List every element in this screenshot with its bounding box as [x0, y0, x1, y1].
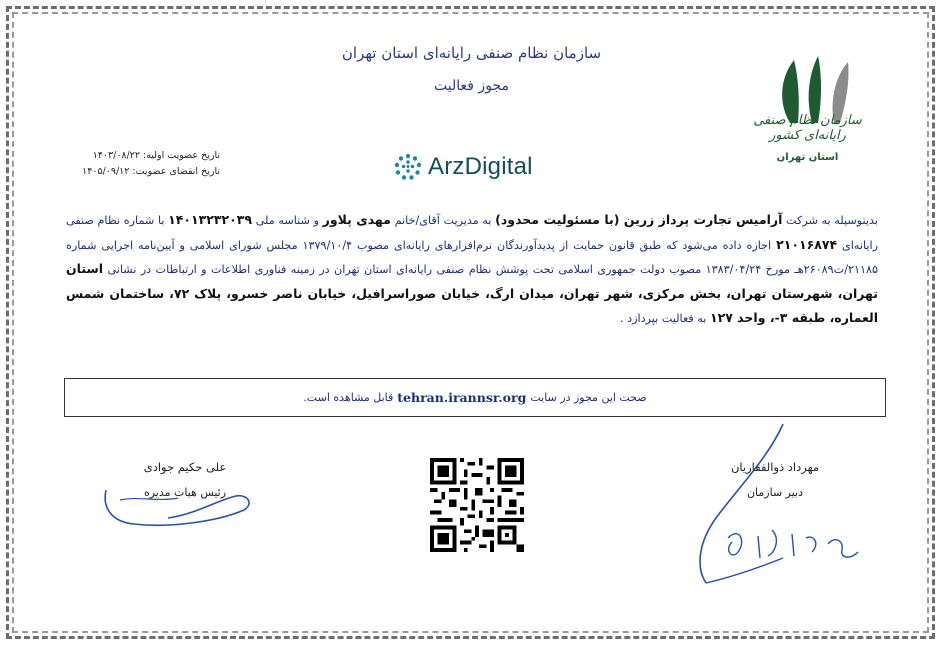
- body-national-id-label: و شناسه ملی: [255, 214, 319, 227]
- right-signer-name: مهرداد ذوالفقاریان: [730, 460, 820, 474]
- verify-site-link[interactable]: tehran.irannsr.org: [397, 390, 527, 405]
- manager-name: مهدی پلاور: [322, 212, 391, 227]
- body-manager-label: به مدیریت آقای/خانم: [394, 214, 492, 227]
- expiry-date: [70, 164, 220, 180]
- arzdigital-wordmark: ArzDigital: [428, 153, 533, 180]
- verification-qr-code[interactable]: [430, 458, 524, 552]
- verify-suffix: قابل مشاهده است.: [303, 391, 394, 404]
- business-address: استان تهران، شهرستان تهران، بخش مرکزی، شهر تهران، میدان ارگ، خیابان صوراسرافیل، خیابان ناصر خسرو، پلاک ۷۲، ساختمان شمس العماره، طبقه ۳-، واحد ۱۲۷: [66, 261, 878, 325]
- logo-region: استان تهران: [776, 152, 839, 163]
- left-signer-role: رئیس هیات مدیره: [143, 486, 227, 499]
- verification-box: [64, 378, 886, 417]
- right-signer-role: دبیر سازمان: [746, 486, 804, 499]
- arzdigital-brand: [393, 150, 533, 184]
- right-signature-icon: [688, 418, 868, 588]
- expiry-label: تاریخ انقضای عضویت:: [132, 166, 220, 177]
- national-id: ۱۴۰۱۳۲۳۲۰۳۹: [168, 212, 253, 227]
- logo-caption: سازمان نظام صنفی رایانه‌ای کشور: [753, 113, 862, 143]
- body-intro: بدینوسیله به شرکت: [786, 214, 879, 227]
- company-name: آرامیس تجارت پرداز زرین (با مسئولیت محدود): [495, 212, 783, 227]
- left-signer-name: علی حکیم جوادی: [143, 460, 227, 474]
- first-membership-value: ۱۴۰۳/۰۸/۲۲: [92, 150, 140, 161]
- certificate-body: [66, 208, 878, 331]
- expiry-value: ۱۴۰۵/۰۹/۱۲: [82, 166, 130, 177]
- body-closing: به فعالیت بپردازد .: [619, 312, 707, 325]
- body-legal-text: اجازه داده می‌شود که طبق قانون حمایت از پدیدآورندگان نرم‌افزارهای رایانه‌ای مصوب ۱۳۷۹/۱۰/۴ مجلس شورای اسلامی و آیین‌نامه اجرایی شماره ۲۱۱۸۵/ت۲۶۰۸۹هـ مورخ ۱۳۸۳/۰۴/۲۴ مصوب دولت جمهوری اسلامی تحت پوشش نظام صنفی رایانه‌ای استان تهران در زمینه فناوری اطلاعات و ارتباطات در نشانی: [66, 238, 879, 276]
- body-guild-label: با شماره نظام صنفی رایانه‌ای: [66, 214, 879, 252]
- guild-number: ۲۱۰۱۶۸۷۴: [776, 236, 838, 252]
- organization-title: سازمان نظام صنفی رایانه‌ای استان تهران: [341, 44, 602, 62]
- document-title: مجوز فعالیت: [434, 78, 509, 94]
- arzdigital-logo-icon: [393, 152, 423, 182]
- first-membership-label: تاریخ عضویت اولیه:: [142, 150, 220, 161]
- verify-prefix: صحت این مجوز در سایت: [530, 391, 647, 404]
- left-signature-icon: [98, 478, 258, 538]
- membership-dates: [70, 148, 220, 180]
- first-membership-date: [70, 148, 220, 164]
